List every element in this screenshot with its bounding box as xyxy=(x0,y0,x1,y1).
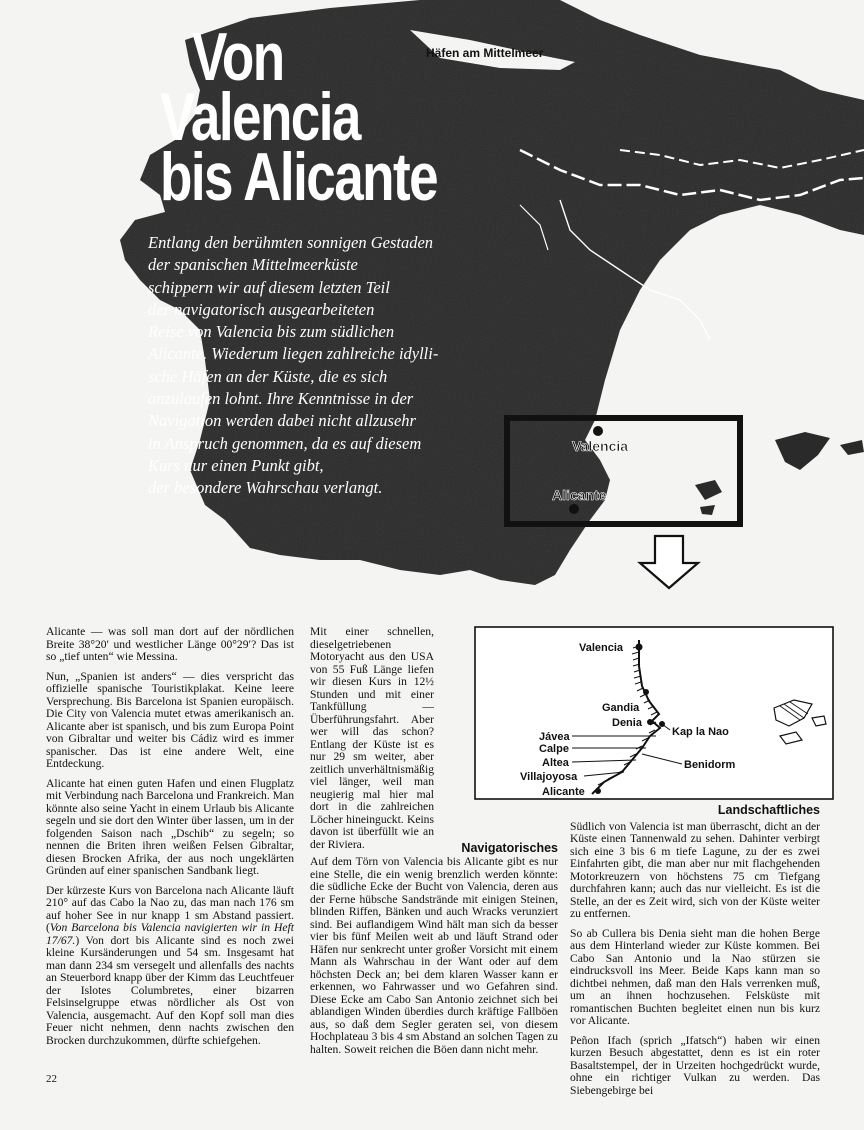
intro-line: Navigation werden dabei nicht allzusehr xyxy=(148,411,416,431)
intro-line: der besondere Wahrschau verlangt. xyxy=(148,478,383,498)
paragraph: Auf dem Törn von Valencia bis Alicante gibt es nur eine Stelle, die ein wenig brenzlich werden könnte: die südliche Ecke der Bucht von Valencia, deren aus der Ferne hübsche Sandstrände mit einigen Steinen, blinden Riffen, Bänken und auch Wracks verunziert sind. Bei auflandigem Wind hält man sich da besser vier bis fünf Meilen weit ab und läuft Strand oder Häfen nur senkrecht unter großer Vorsicht mit einem Mann als Wahrschau in der Want oder auf dem höchsten Deck an; bei dem klaren Wasser kann er erkennen, wo Fahrwasser und wo Gefahren sind. Diese Ecke am Cabo San Antonio zeichnet sich bei ablandigen Winden überdies durch kräftige Fallböen aus, so daß dem Segler geraten sei, von diesem Hochplateau 3 bis 4 sm Abstand an solchen Tagen zu halten. Soweit reichen die Böen dann nicht mehr. xyxy=(310,855,558,1056)
minimap-label-javea: Jávea xyxy=(539,731,570,743)
paragraph: Nun, „Spanien ist anders“ — dies verspricht das offizielle spanische Touristikplakat. Keine leere Versprechung. Bis Barcelona ist Spanien europäisch. Die City von Valencia mutet etwas amerikanisch an. Alicante aber ist spanisch, und bis zum Europa Point von Gibraltar und weiter bis Cádiz wird es immer spanischer. Das ist eine andere Welt, eine Entdeckung. xyxy=(46,669,294,770)
minimap-label-villajoyosa: Villajoyosa xyxy=(520,771,578,783)
navigatorisches-body xyxy=(310,856,558,1063)
intro-line: anzulaufen lohnt. Ihre Kenntnisse in der xyxy=(148,389,414,409)
minimap-label-calpe: Calpe xyxy=(539,743,569,755)
minimap-label-gandia: Gandia xyxy=(602,702,640,714)
page-number: 22 xyxy=(46,1073,57,1085)
intro-line: Kurs nur einen Punkt gibt, xyxy=(148,455,324,475)
coastal-chart-inset xyxy=(474,626,834,800)
hero-label-alicante: Alicante xyxy=(552,487,607,503)
paragraph: Peñon Ifach (sprich „Ifatsch“) haben wir einen kurzen Besuch abgestattet, denn es ist ein roter Basaltstempel, der in Urzeiten hochgedrückt wurde, ohne ein richtiger Vulkan zu werden. Das Siebengebirge bei xyxy=(570,1033,820,1097)
minimap-label-altea: Altea xyxy=(542,757,569,769)
intro-line: sche Häfen an der Küste, die es sich xyxy=(148,366,388,386)
column-1 xyxy=(46,626,294,1054)
intro-line: in Anspruch genommen, da es auf diesem xyxy=(148,433,422,453)
paragraph: So ab Cullera bis Denia sieht man die hohen Berge aus dem Hinterland wieder zur Küste kommen. Bei Cabo San Antonio und la Nao stürzen sie eindrucksvoll ins Meer. Beide Kaps kann man so dichtbei nehmen, daß man den Hals verrenken muß, um an ihnen hochzusehen. Felsküste mit romantischen Buchten begleitet einen nun bis kurz vor Alicante. xyxy=(570,926,820,1027)
title-line: Valencia xyxy=(160,78,360,155)
text-run-italic: Von Barcelona bis Valencia navigierten wir in Heft 17/67. xyxy=(46,921,294,947)
minimap-label-benidorm: Benidorm xyxy=(684,759,736,771)
section-landschaftliches xyxy=(570,800,820,1104)
paragraph: Alicante — was soll man dort auf der nördlichen Breite 38°20′ und westlicher Länge 00°29′? Das ist so „tief unten“ wie Messina. xyxy=(46,625,294,663)
minimap-label-valencia: Valencia xyxy=(579,642,624,654)
section-heading: Navigatorisches xyxy=(461,841,558,855)
minimap-label-alicante: Alicante xyxy=(542,786,585,798)
text-run: ) Von dort bis Alicante sind es noch zwei kleine Kursänderungen und 54 sm. Insgesamt hat man dann 234 sm versegelt und allenfalls des nachts an Steuerbord knapp über der Kimm das Leuchtfeuer der Islotes Columbretes, einer bizarren Felsinselgruppe etwas nördlicher als Ost von Valencia, ausgemacht. Auf den Kopf soll man dies Feuer nicht nehmen, denn nachts zwischen den Brocken durchzukommen, dürfte schiefgehen. xyxy=(46,933,294,1047)
paragraph: Mit einer schnellen, dieselgetriebenen Motoryacht aus den USA von 55 Fuß Länge liefen wir diesen Kurs in 12½ Stunden und mit einer Tankfüllung — Überführungsfahrt. Aber wer will das schon? Entlang der Küste ist es nur 29 sm weiter, aber zeitlich unverhältnismäßig viel länger, weil man neugierig mal hier mal dort in die zahlreichen Löcher hineinguckt. Keins davon ist überfüllt wie an der Riviera. xyxy=(310,625,434,851)
title-line: Von xyxy=(192,19,284,95)
intro-line: Alicante. Wiederum liegen zahlreiche idylli- xyxy=(148,344,439,364)
intro-line: schippern wir auf diesem letzten Teil xyxy=(148,277,390,297)
minimap-label-denia: Denia xyxy=(612,717,642,729)
hero-label-valencia: Valencia xyxy=(572,438,629,454)
intro-line: Entlang den berühmten sonnigen Gestaden xyxy=(148,233,434,252)
kicker: Häfen am Mittelmeer xyxy=(426,46,544,60)
paragraph: Südlich von Valencia ist man überrascht, dicht an der Küste einen Tannenwald zu sehen. Dahinter verbirgt sich eine 3 bis 6 m tiefe Lagune, zu der es zwei Einfahrten gibt, die man aber nur mit flachgehenden Motorkreuzern von höchstens 75 cm Tiefgang durchfahren kann; auch das nur vielleicht. Es ist die Stelle, an der es Zeit wird, sich von der Küste weiter zu entfernen. xyxy=(570,819,820,920)
intro-line: der spanischen Mittelmeerküste xyxy=(148,255,358,275)
paragraph: Alicante hat einen guten Hafen und einen Flugplatz mit Verbindung nach Barcelona und Frankreich. Man könnte also seine Yacht in einem Urlaub bis Alicante segeln und sie dort den Winter über lassen, um in der folgenden Saison nach „Dschib“ zu segeln; so nennen die Briten ihren weißen Felsen Gibraltar, diesen Brocken Afrika, der aus noch ungeklärten Gründen auf einer spanischen Sandbank liegt. xyxy=(46,776,294,877)
column-2-upper xyxy=(310,626,434,858)
section-heading: Landschaftliches xyxy=(717,803,820,817)
intro-line: Reise von Valencia bis zum südlichen xyxy=(148,322,395,342)
title-line: bis Alicante xyxy=(160,138,438,215)
intro-line: der navigatorisch ausgearbeiteten xyxy=(148,299,375,319)
minimap-label-kap-la-nao: Kap la Nao xyxy=(672,726,729,738)
text-run: Der kürzeste Kurs von Barcelona nach Alicante läuft 210° auf das Cabo la Nao zu, das man nach 176 sm auf hoher See in nur knapp 1 sm Abstand passiert. ( xyxy=(46,883,294,934)
page-title xyxy=(160,19,515,215)
paragraph xyxy=(46,885,294,1048)
intro-text xyxy=(148,232,518,500)
